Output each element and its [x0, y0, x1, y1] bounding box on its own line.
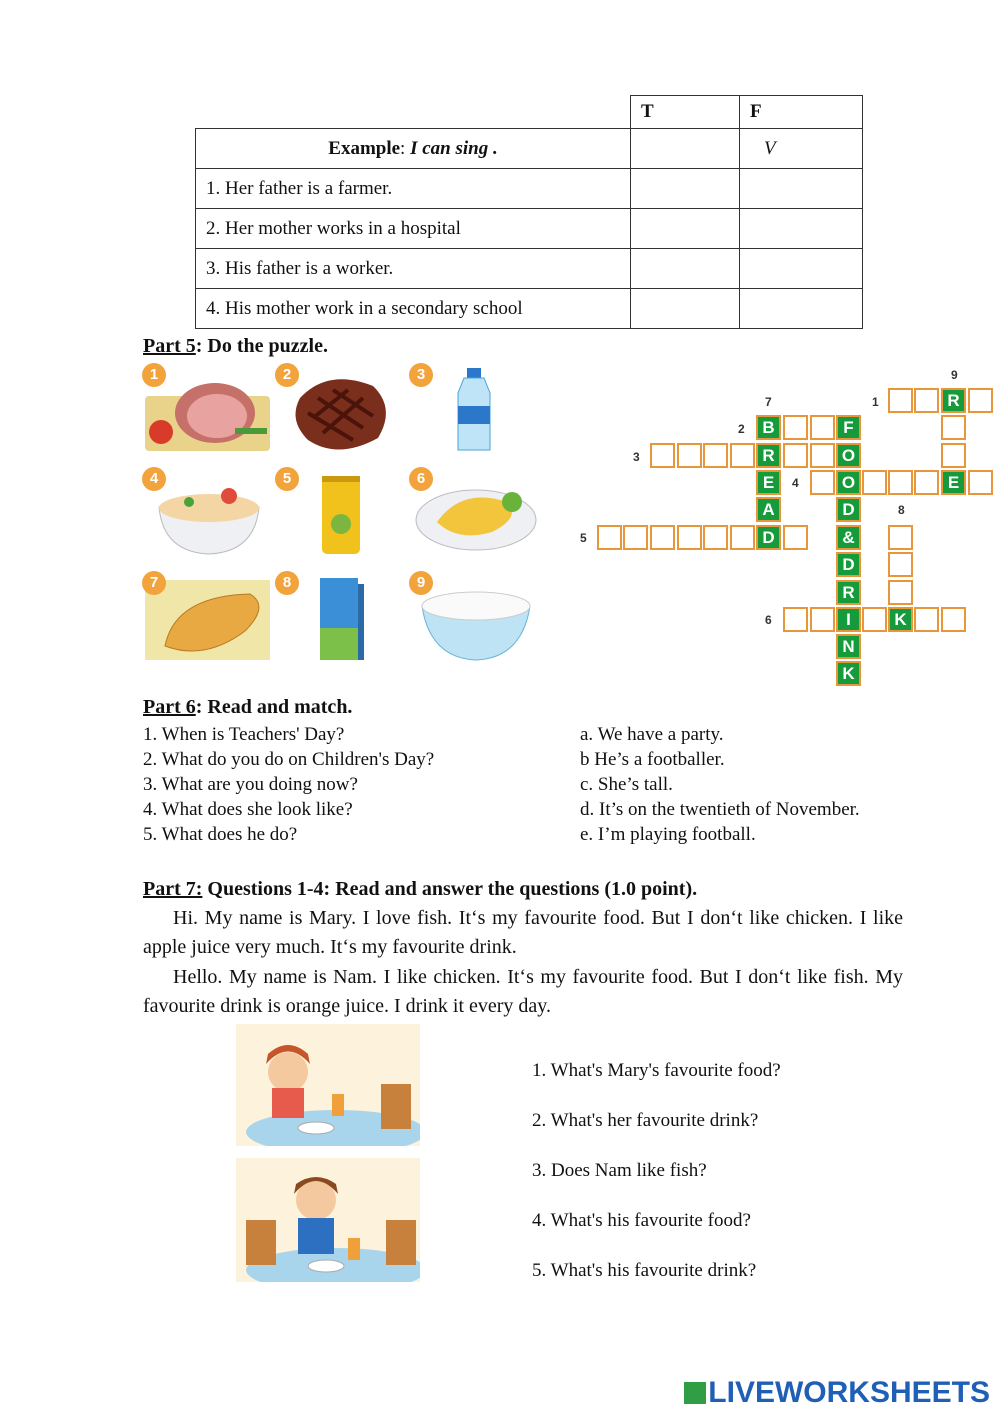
grid-cell[interactable] — [941, 415, 966, 440]
juice-can-icon — [278, 472, 406, 560]
clue-number-6: 6 — [765, 613, 772, 627]
grid-cell-letter: E — [756, 470, 781, 495]
logo-mark-icon — [684, 1382, 706, 1404]
answer-f-1[interactable] — [740, 169, 863, 209]
example-text: I can sing . — [410, 137, 498, 159]
answer-f-2[interactable] — [740, 209, 863, 249]
picture-number: 6 — [409, 467, 433, 491]
list-item: c. She’s tall. — [580, 774, 673, 795]
clue-number-5: 5 — [580, 531, 587, 545]
bread-icon — [145, 576, 273, 664]
clue-number-3: 3 — [633, 450, 640, 464]
grid-cell[interactable] — [810, 470, 835, 495]
steak-icon — [278, 368, 406, 456]
list-item: 5. What's his favourite drink? — [532, 1260, 757, 1281]
example-t-cell — [631, 129, 740, 169]
grid-cell-letter: N — [836, 634, 861, 659]
picture-number: 9 — [409, 571, 433, 595]
list-item: 3. Does Nam like fish? — [532, 1160, 707, 1181]
example-f-answer: V — [740, 129, 863, 169]
statement-2: 2. Her mother works in a hospital — [196, 209, 631, 249]
reading-paragraph-nam: Hello. My name is Nam. I like chicken. It‘s my favourite food. But I don‘t like fish. My favourite drink is orange juice. I drink it every day. — [143, 966, 903, 1017]
clue-number-8: 8 — [898, 503, 905, 517]
grid-cell-letter: B — [756, 415, 781, 440]
part6-title: : Read and match. — [195, 696, 353, 718]
grid-cell[interactable] — [677, 443, 702, 468]
water-bottle-icon — [412, 368, 540, 456]
clue-number-4: 4 — [792, 476, 799, 490]
clue-number-9: 9 — [951, 368, 958, 382]
grid-cell[interactable] — [888, 580, 913, 605]
ham-plate-icon — [145, 368, 273, 456]
reading-question-list — [532, 1046, 781, 1296]
grid-cell-letter: & — [836, 525, 861, 550]
grid-cell-letter: O — [836, 470, 861, 495]
answer-t-1[interactable] — [631, 169, 740, 209]
part5-heading — [143, 335, 328, 358]
column-header-t: T — [631, 96, 740, 129]
list-item: a. We have a party. — [580, 724, 724, 745]
list-item: e. I’m playing football. — [580, 824, 756, 845]
part7-title: Questions 1-4: Read and answer the questions (1.0 point). — [202, 878, 698, 900]
grid-cell[interactable] — [888, 470, 913, 495]
list-item: b He’s a footballer. — [580, 749, 725, 770]
clue-number-7: 7 — [765, 395, 772, 409]
grid-cell[interactable] — [677, 525, 702, 550]
grid-cell-letter: D — [836, 552, 861, 577]
grid-cell[interactable] — [862, 470, 887, 495]
reading-paragraph-mary: Hi. My name is Mary. I love fish. It‘s my favourite food. But I don‘t like chicken. I like apple juice very much. It‘s my favourite drink. — [143, 907, 903, 958]
grid-cell-letter: O — [836, 443, 861, 468]
grid-cell[interactable] — [783, 415, 808, 440]
grid-cell-letter: R — [941, 388, 966, 413]
statement-1: 1. Her father is a farmer. — [196, 169, 631, 209]
liveworksheets-logo — [684, 1376, 990, 1410]
girl-eating-icon — [236, 1024, 420, 1146]
grid-cell[interactable] — [888, 552, 913, 577]
list-item: 3. What are you doing now? — [143, 774, 358, 795]
grid-cell[interactable] — [888, 525, 913, 550]
part6-heading — [143, 696, 352, 719]
example-prefix: Example — [328, 137, 401, 159]
grid-cell[interactable] — [862, 607, 887, 632]
grid-cell[interactable] — [968, 388, 993, 413]
grid-cell[interactable] — [888, 388, 913, 413]
boy-eating-icon — [236, 1158, 420, 1282]
question-list — [143, 722, 434, 847]
answer-list — [580, 722, 860, 847]
picture-number: 2 — [275, 363, 299, 387]
statement-4: 4. His mother work in a secondary school — [196, 289, 631, 329]
list-item: 2. What do you do on Children's Day? — [143, 749, 435, 770]
answer-t-4[interactable] — [631, 289, 740, 329]
milk-carton-icon — [278, 576, 406, 664]
picture-number: 1 — [142, 363, 166, 387]
grid-cell[interactable] — [810, 607, 835, 632]
grid-cell[interactable] — [783, 525, 808, 550]
grid-cell[interactable] — [783, 443, 808, 468]
example-separator: : — [400, 137, 411, 159]
grid-cell[interactable] — [730, 525, 755, 550]
grid-cell[interactable] — [914, 388, 939, 413]
part5-label: Part 5 — [143, 335, 196, 357]
grid-cell[interactable] — [914, 470, 939, 495]
grid-cell[interactable] — [650, 525, 675, 550]
part7-label: Part 7: — [143, 878, 203, 900]
answer-f-4[interactable] — [740, 289, 863, 329]
noodle-bowl-icon — [145, 472, 273, 560]
grid-cell[interactable] — [941, 443, 966, 468]
true-false-table — [195, 95, 863, 329]
clue-number-2: 2 — [738, 422, 745, 436]
grid-cell[interactable] — [810, 443, 835, 468]
part6-label: Part 6 — [143, 696, 196, 718]
grid-cell-letter: R — [836, 580, 861, 605]
list-item: 2. What's her favourite drink? — [532, 1110, 759, 1131]
picture-number: 5 — [275, 467, 299, 491]
grid-cell-letter: K — [888, 607, 913, 632]
grid-cell-letter: A — [756, 497, 781, 522]
picture-number: 8 — [275, 571, 299, 595]
grid-cell[interactable] — [914, 607, 939, 632]
grid-cell[interactable] — [968, 470, 993, 495]
brand-name: LIVEWORKSHEETS — [708, 1376, 990, 1409]
list-item: 5. What does he do? — [143, 824, 298, 845]
table-header-blank — [196, 96, 631, 129]
rice-bowl-icon — [412, 576, 540, 664]
column-header-f: F — [740, 96, 863, 129]
grid-cell-letter: I — [836, 607, 861, 632]
grid-cell[interactable] — [597, 525, 622, 550]
example-row — [196, 129, 631, 169]
grid-cell[interactable] — [650, 443, 675, 468]
grid-cell[interactable] — [623, 525, 648, 550]
list-item: d. It’s on the twentieth of November. — [580, 799, 860, 820]
picture-number: 4 — [142, 467, 166, 491]
grid-cell-letter: D — [836, 497, 861, 522]
grid-cell-letter: D — [756, 525, 781, 550]
grid-cell-letter: F — [836, 415, 861, 440]
grid-cell[interactable] — [730, 443, 755, 468]
list-item: 1. What's Mary's favourite food? — [532, 1060, 781, 1081]
grid-cell-letter: R — [756, 443, 781, 468]
answer-t-2[interactable] — [631, 209, 740, 249]
grid-cell-letter: E — [941, 470, 966, 495]
chicken-plate-icon — [412, 472, 540, 560]
answer-f-3[interactable] — [740, 249, 863, 289]
grid-cell[interactable] — [703, 443, 728, 468]
statement-3: 3. His father is a worker. — [196, 249, 631, 289]
part7-heading — [143, 878, 697, 901]
picture-number: 7 — [142, 571, 166, 595]
part5-title: : Do the puzzle. — [195, 335, 328, 357]
list-item: 4. What's his favourite food? — [532, 1210, 751, 1231]
answer-t-3[interactable] — [631, 249, 740, 289]
grid-cell[interactable] — [703, 525, 728, 550]
list-item: 4. What does she look like? — [143, 799, 353, 820]
grid-cell[interactable] — [810, 415, 835, 440]
picture-number: 3 — [409, 363, 433, 387]
grid-cell-letter: K — [836, 661, 861, 686]
list-item: 1. When is Teachers' Day? — [143, 724, 345, 745]
grid-cell[interactable] — [941, 607, 966, 632]
grid-cell[interactable] — [783, 607, 808, 632]
clue-number-1: 1 — [872, 395, 879, 409]
